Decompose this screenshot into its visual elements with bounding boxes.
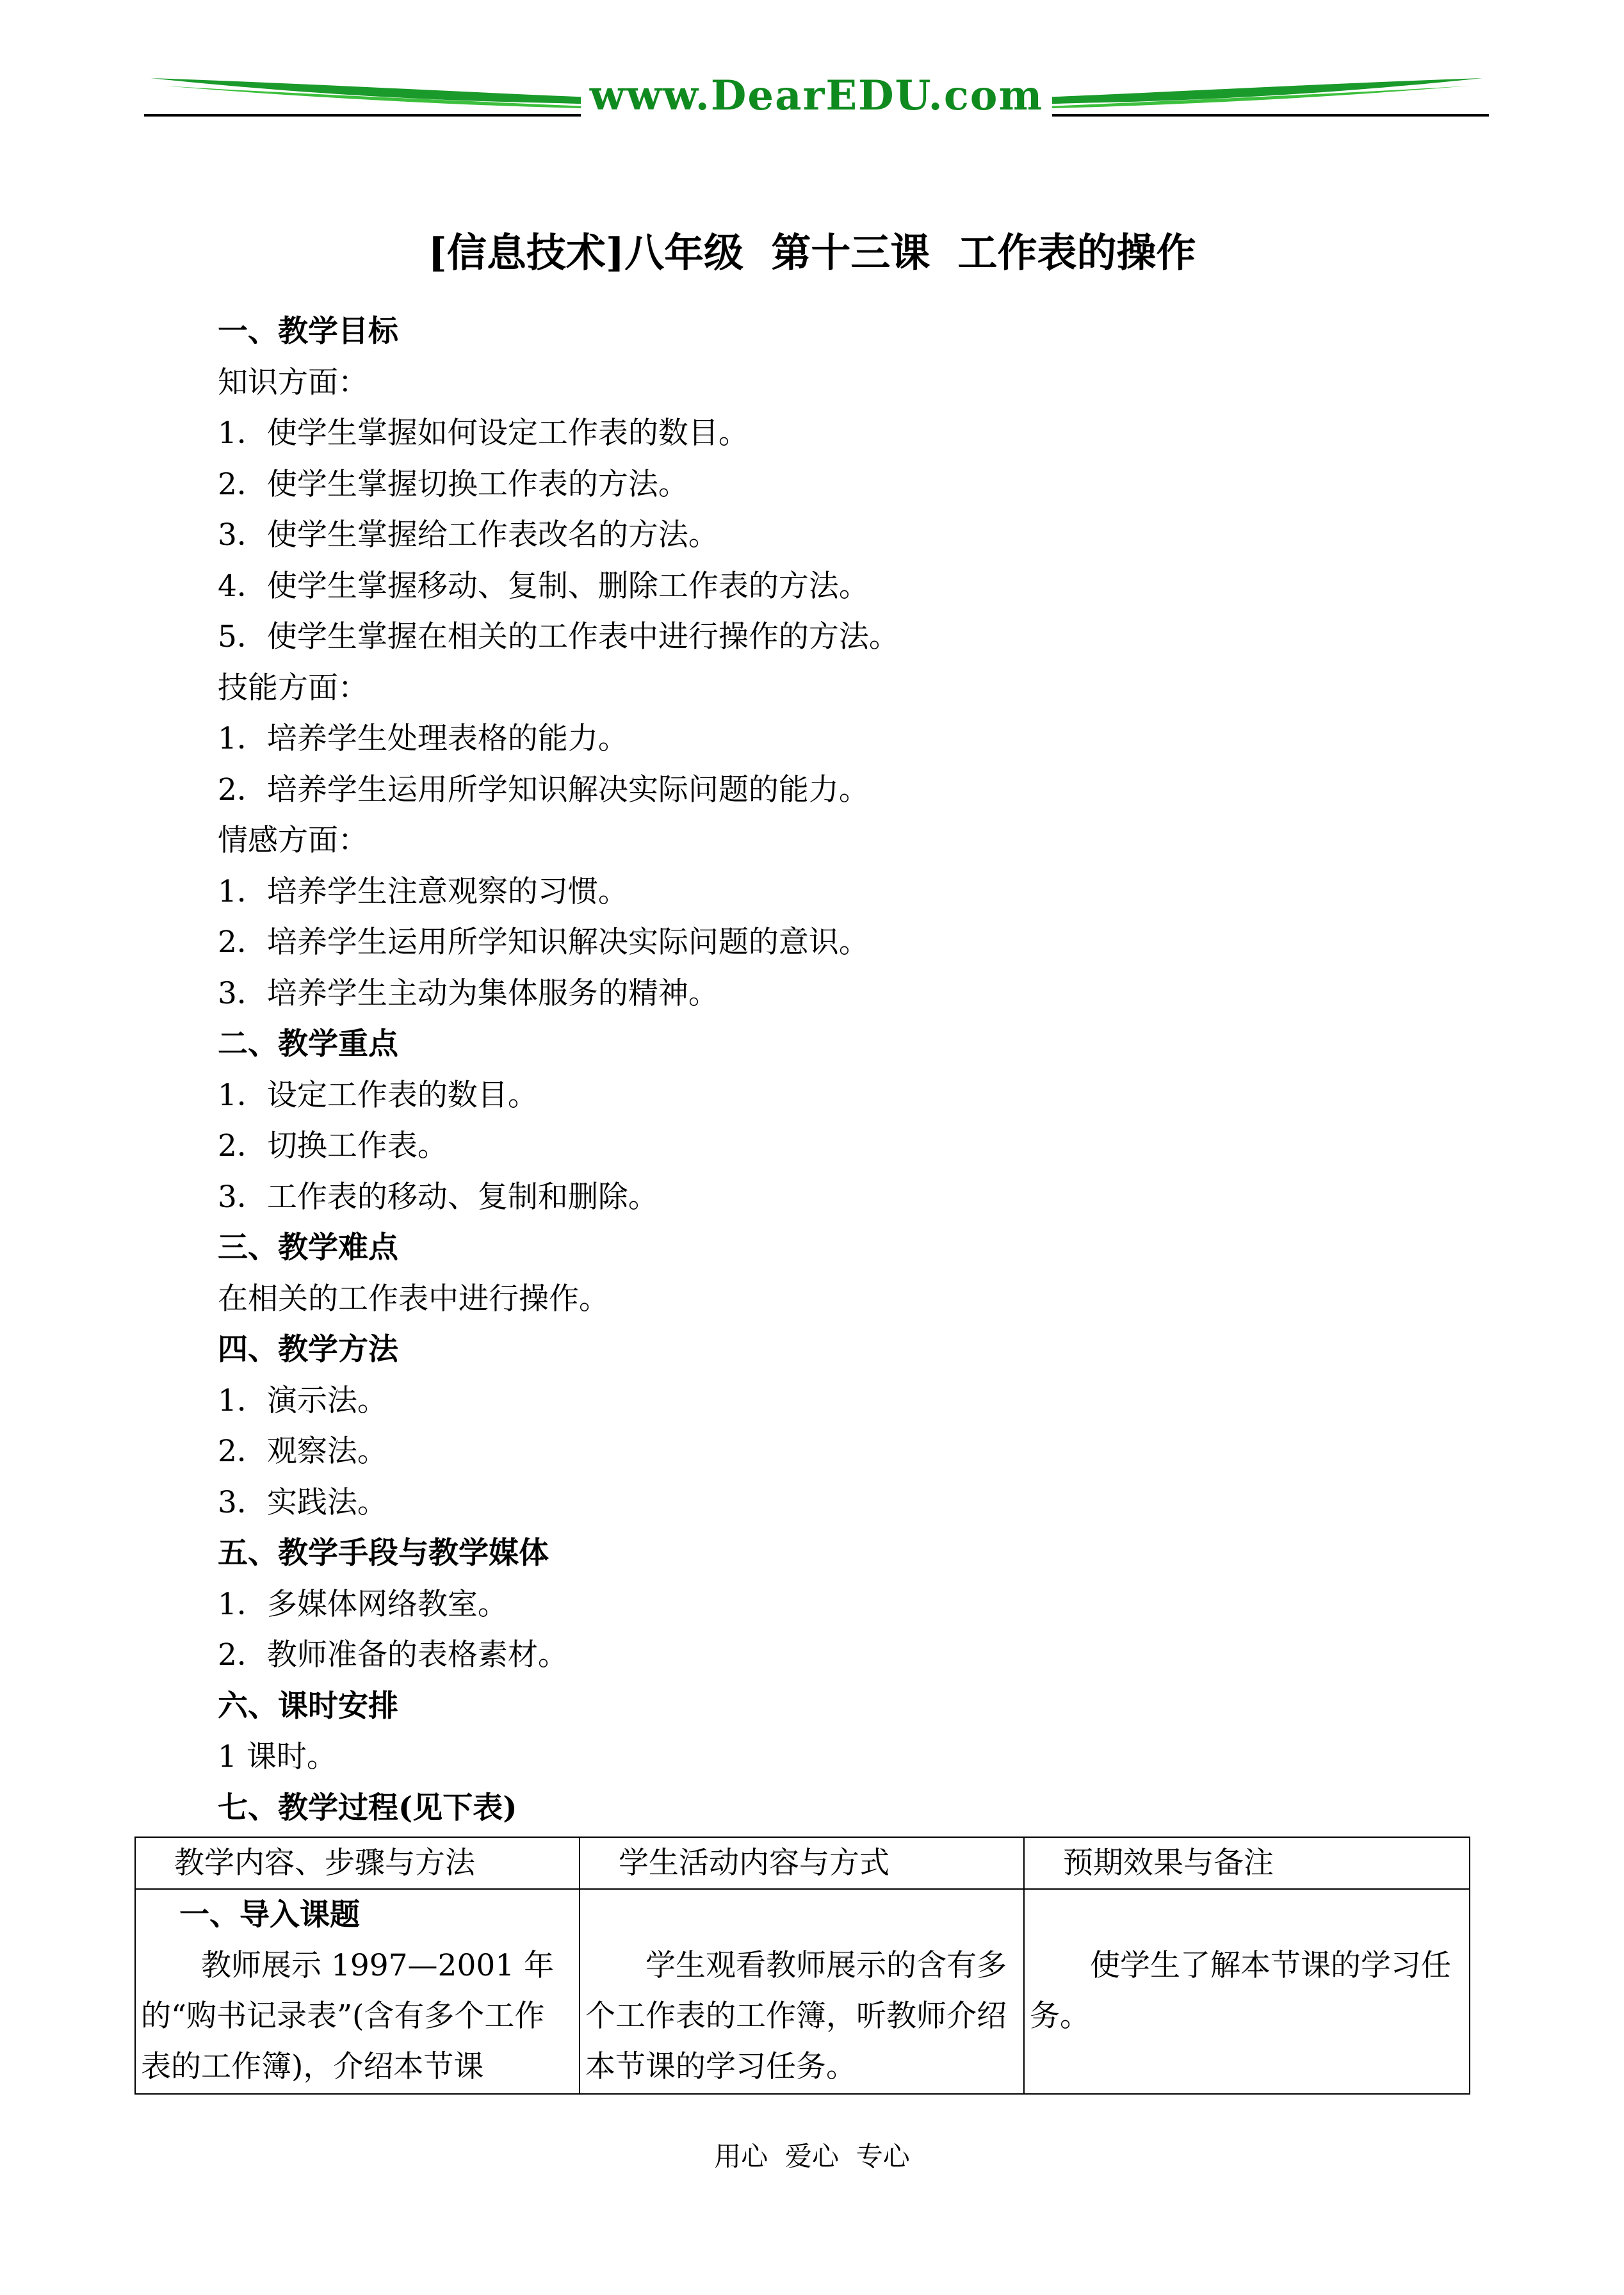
document-body xyxy=(218,306,1466,1833)
section-heading: 六、课时安排 xyxy=(218,1688,398,1724)
body-line: 1．多媒体网络教室。 xyxy=(218,1586,508,1622)
body-line: 技能方面： xyxy=(218,670,368,706)
body-line: 4．使学生掌握移动、复制、删除工作表的方法。 xyxy=(218,568,869,604)
body-line: 2．使学生掌握切换工作表的方法。 xyxy=(218,466,688,502)
section-heading: 五、教学手段与教学媒体 xyxy=(218,1536,549,1571)
body-line: 3．工作表的移动、复制和删除。 xyxy=(218,1179,658,1215)
document-title: [信息技术]八年级 第十三课 工作表的操作 xyxy=(428,229,1196,276)
body-line: 1．培养学生注意观察的习惯。 xyxy=(218,873,628,909)
table-cell-text: 学生观看教师展示的含有多个工作表的工作簿，听教师介绍本节课的学习任务。 xyxy=(585,1948,1007,2084)
section-heading: 一、教学目标 xyxy=(218,314,398,349)
section-heading: 四、教学方法 xyxy=(218,1332,398,1367)
table-header-cell: 预期效果与备注 xyxy=(1024,1837,1470,1889)
table-cell-text: 教师展示 1997—2001 年的“购书记录表”(含有多个工作表的工作簿)，介绍本节课 xyxy=(141,1948,555,2084)
section-heading: 七、教学过程(见下表) xyxy=(218,1790,517,1826)
table-header-cell: 教学内容、步骤与方法 xyxy=(135,1837,580,1889)
body-line: 2．培养学生运用所学知识解决实际问题的能力。 xyxy=(218,772,869,807)
table-cell-content xyxy=(135,1889,580,2094)
body-line: 1 课时。 xyxy=(218,1739,337,1774)
table-header-cell: 学生活动内容与方式 xyxy=(580,1837,1024,1889)
section-heading: 三、教学难点 xyxy=(218,1230,398,1265)
table-header-row xyxy=(135,1837,1470,1889)
body-line: 2．观察法。 xyxy=(218,1434,387,1469)
body-line: 3．实践法。 xyxy=(218,1484,387,1520)
body-line: 情感方面： xyxy=(218,823,368,858)
page-footer: 用心 爱心 专心 xyxy=(714,2141,910,2172)
site-url: www.DearEDU.com xyxy=(144,70,1489,122)
table-cell-content xyxy=(580,1889,1024,2094)
body-line: 2．教师准备的表格素材。 xyxy=(218,1637,568,1673)
teaching-process-table xyxy=(134,1837,1470,2095)
section-heading: 二、教学重点 xyxy=(218,1026,398,1062)
table-cell-text: 使学生了解本节课的学习任务。 xyxy=(1030,1948,1451,2034)
table-row xyxy=(135,1889,1470,2094)
body-line: 在相关的工作表中进行操作。 xyxy=(218,1281,609,1317)
body-line: 2．切换工作表。 xyxy=(218,1128,448,1164)
body-line: 1．培养学生处理表格的能力。 xyxy=(218,721,628,756)
body-line: 3．使学生掌握给工作表改名的方法。 xyxy=(218,517,719,553)
table-cell-heading: 一、导入课题 xyxy=(179,1897,360,1933)
table-cell-content xyxy=(1024,1889,1470,2094)
body-line: 1．使学生掌握如何设定工作表的数目。 xyxy=(218,416,749,451)
body-line: 1．演示法。 xyxy=(218,1383,387,1418)
body-line: 5．使学生掌握在相关的工作表中进行操作的方法。 xyxy=(218,619,899,654)
body-line: 2．培养学生运用所学知识解决实际问题的意识。 xyxy=(218,925,869,960)
site-banner xyxy=(144,64,1489,128)
body-line: 1．设定工作表的数目。 xyxy=(218,1077,538,1113)
body-line: 知识方面： xyxy=(218,364,368,400)
body-line: 3．培养学生主动为集体服务的精神。 xyxy=(218,975,719,1011)
